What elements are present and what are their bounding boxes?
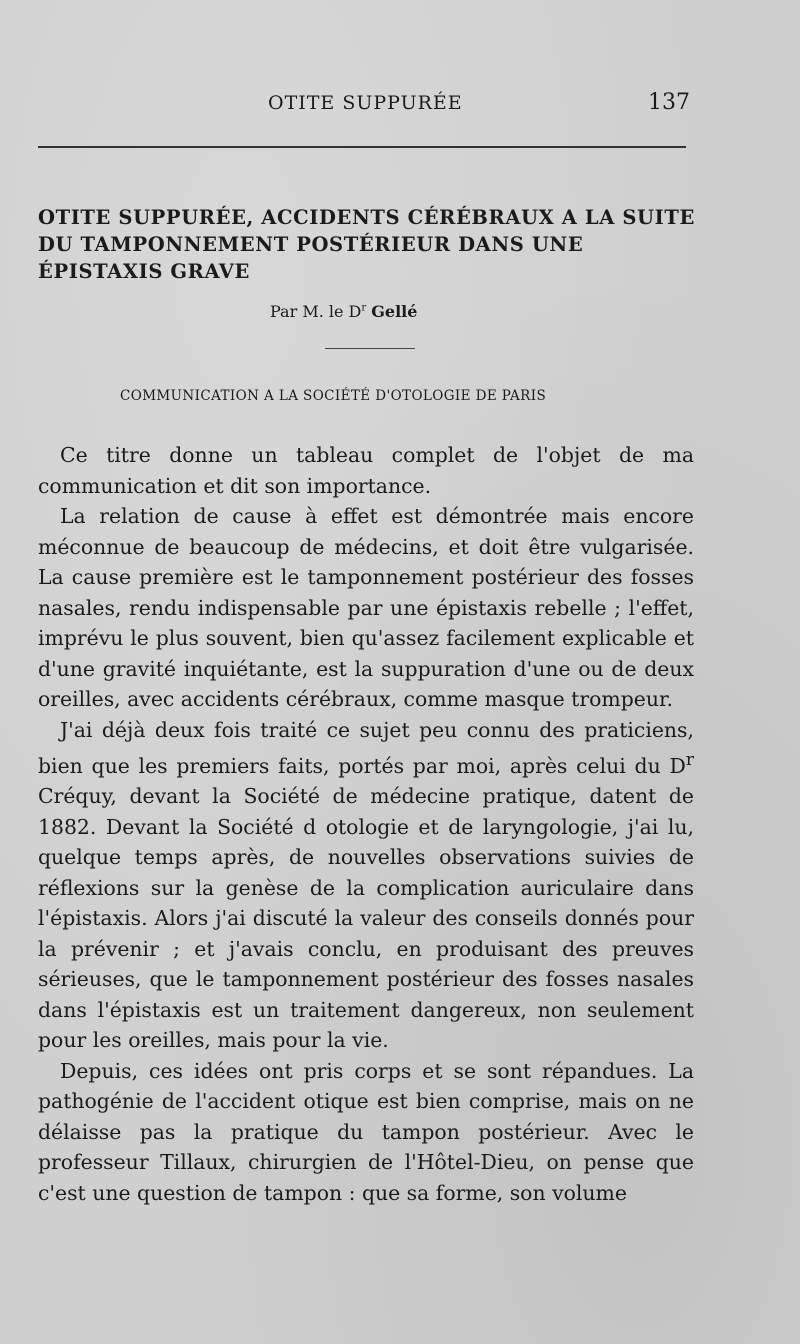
article-title: OTITE SUPPURÉE, ACCIDENTS CÉRÉBRAUX A LA SUITE DU TAMPONNEMENT POSTÉRIEUR DANS UNE ÉPISTAXIS GRAVE bbox=[38, 206, 695, 283]
author-name: Gellé bbox=[371, 302, 418, 321]
paragraph-1: Ce titre donne un tableau complet de l'objet de ma communication et dit son importance. bbox=[38, 443, 694, 498]
page-number: 137 bbox=[648, 90, 690, 115]
header-rule bbox=[38, 146, 686, 148]
byline-sup: r bbox=[361, 302, 367, 314]
section-rule bbox=[325, 348, 415, 349]
paragraph-4: Depuis, ces idées ont pris corps et se sont répandues. La pathogénie de l'accident otique est bien comprise, mais on ne délaisse pas la pratique du tampon postérieur. Avec le professeur Tillaux, chirurgien de l'Hôtel-Dieu, on pense que c'est une question de tampon : que sa forme, son volume bbox=[38, 1058, 694, 1205]
paragraph-3-sup: r bbox=[685, 750, 694, 770]
paragraph-3-part-b: Créquy, devant la Société de médecine pratique, datent de 1882. Devant la Société d otologie et de laryngologie, j'ai lu, quelque temps après, de nouvelles observations suivies de réflexions sur la genèse de la complication auriculaire dans l'épistaxis. Alors j'ai discuté la valeur des conseils donnés pour la prévenir ; et j'avais conclu, en produisant des preuves sérieuses, que le tamponnement postérieur des fosses nasales dans l'épistaxis est un traitement dangereux, non seulement pour les oreilles, mais pour la vie. bbox=[38, 784, 694, 1053]
body-text bbox=[38, 440, 694, 1208]
paragraph-2: La relation de cause à effet est démontrée mais encore méconnue de beaucoup de médecins, et doit être vulgarisée. La cause première est le tamponnement postérieur des fosses nasales, rendu indispensable par une épistaxis rebelle ; l'effet, imprévu le plus souvent, bien qu'assez facilement explicable et d'une gravité inquiétante, est la suppuration d'une ou de deux oreilles, avec accidents cérébraux, comme masque trompeur. bbox=[38, 504, 694, 711]
byline-prefix: Par M. le D bbox=[270, 302, 362, 321]
byline bbox=[270, 302, 417, 321]
running-head bbox=[0, 92, 800, 122]
paragraph-3-part-a: J'ai déjà deux fois traité ce sujet peu connu des praticiens, bien que les premiers faits, portés par moi, après celui du D bbox=[38, 717, 694, 778]
paragraph-3 bbox=[38, 715, 694, 1056]
running-title: OTITE SUPPURÉE bbox=[268, 92, 463, 114]
communication-subheading: COMMUNICATION A LA SOCIÉTÉ D'OTOLOGIE DE PARIS bbox=[120, 388, 547, 404]
